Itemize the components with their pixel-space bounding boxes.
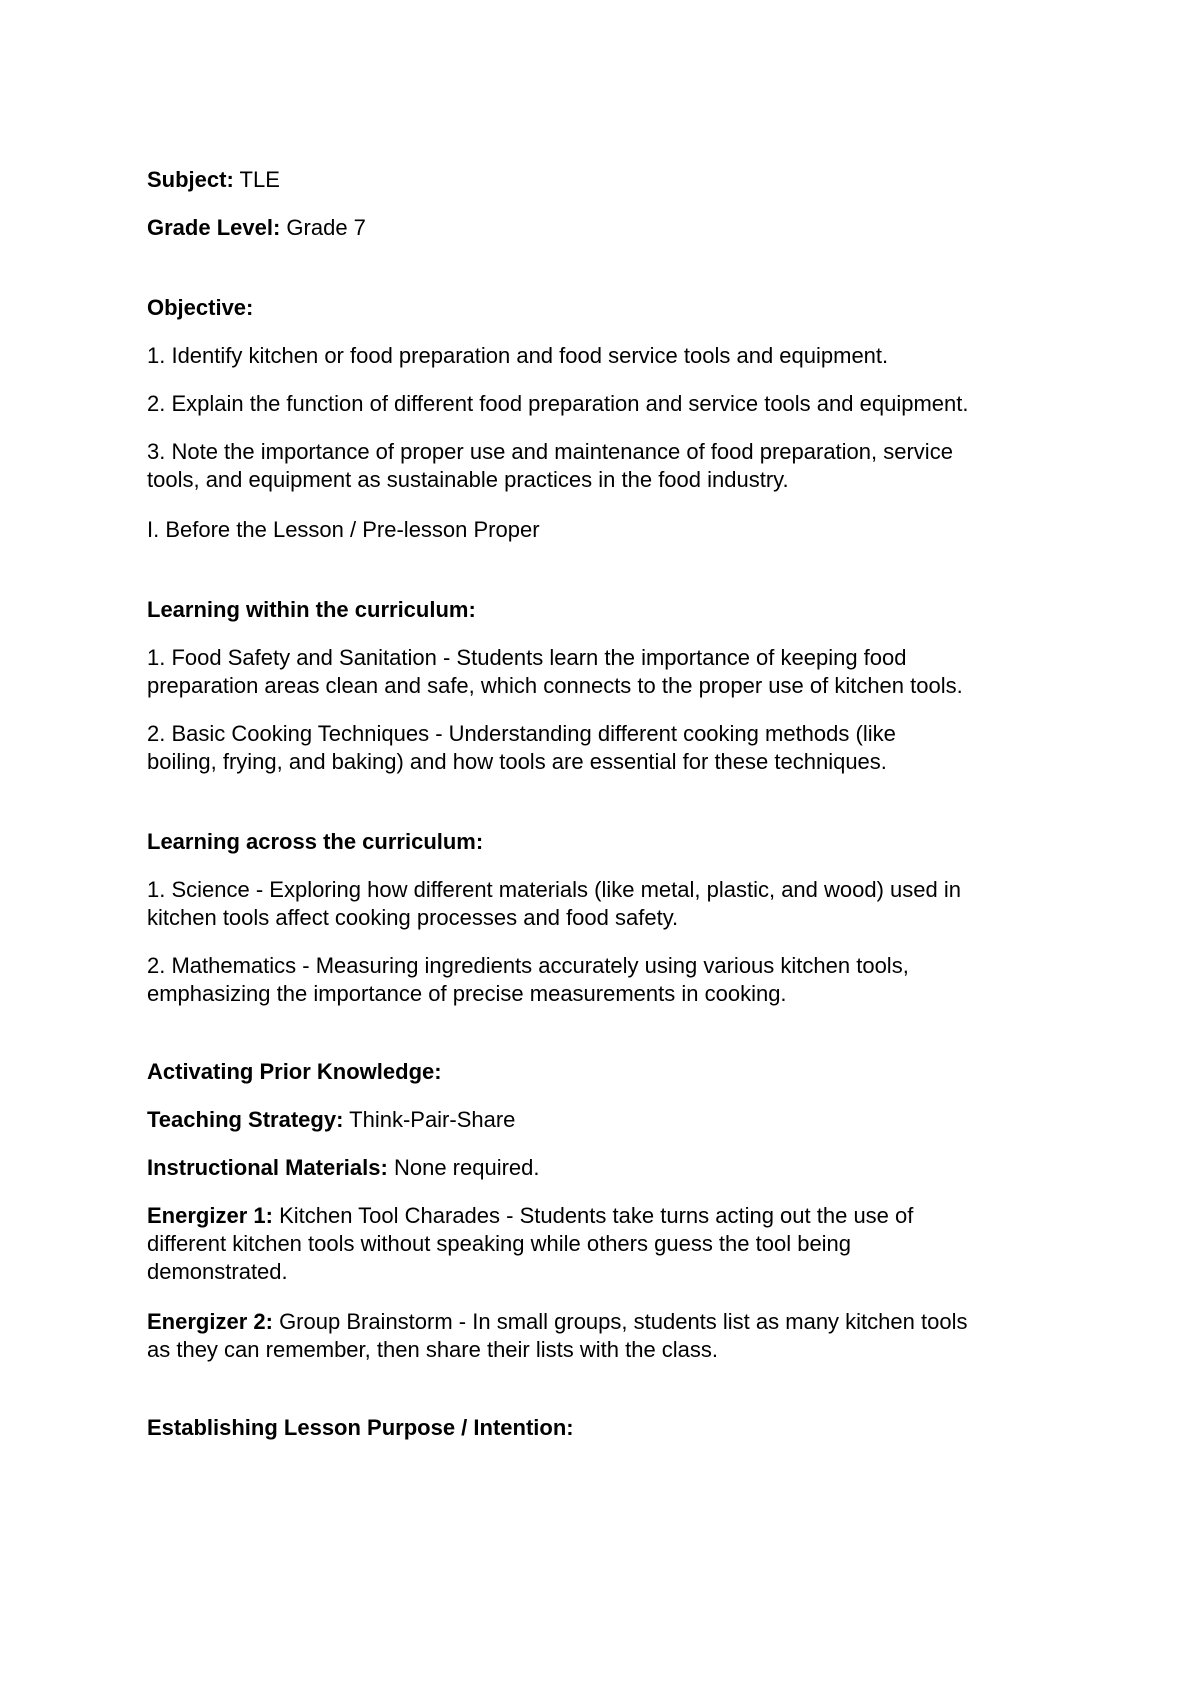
objective-item-3: [147, 438, 1067, 494]
subject-value: TLE: [239, 167, 280, 192]
objective-item-2: 2. Explain the function of different food preparation and service tools and equipment.: [147, 391, 969, 416]
within-curriculum-heading: Learning within the curriculum:: [147, 597, 476, 622]
across-item-2: [147, 952, 1067, 1008]
energizer-1-label: Energizer 1:: [147, 1203, 273, 1228]
across-item-2-line-2: emphasizing the importance of precise measurements in cooking.: [147, 981, 787, 1006]
grade-level-line: [147, 214, 1067, 242]
lesson-purpose-heading: Establishing Lesson Purpose / Intention:: [147, 1415, 574, 1440]
teaching-strategy-label: Teaching Strategy:: [147, 1107, 344, 1132]
energizer-2-label: Energizer 2:: [147, 1309, 273, 1334]
energizer-2-line-2: as they can remember, then share their lists with the class.: [147, 1337, 719, 1362]
instructional-materials-value: None required.: [393, 1155, 540, 1180]
objective-item-1: 1. Identify kitchen or food preparation and food service tools and equipment.: [147, 343, 889, 368]
instructional-materials-label: Instructional Materials:: [147, 1155, 388, 1180]
teaching-strategy-line: [147, 1106, 1067, 1134]
subject-label: Subject:: [147, 167, 234, 192]
within-item-1-line-1: 1. Food Safety and Sanitation - Students learn the importance of keeping food: [147, 645, 907, 670]
energizer-1-line-3: demonstrated.: [147, 1259, 288, 1284]
within-item-2-line-1: 2. Basic Cooking Techniques - Understanding different cooking methods (like: [147, 721, 896, 746]
energizer-1-line-2: different kitchen tools without speaking while others guess the tool being: [147, 1231, 852, 1256]
energizer-2: [147, 1308, 1067, 1364]
within-item-2-line-2: boiling, frying, and baking) and how tools are essential for these techniques.: [147, 749, 887, 774]
energizer-2-text: Group Brainstorm - In small groups, students list as many kitchen tools: [279, 1309, 968, 1334]
energizer-2-line-1: [147, 1308, 1067, 1336]
grade-level-value: Grade 7: [286, 215, 366, 240]
across-curriculum-heading: Learning across the curriculum:: [147, 829, 484, 854]
objective-item-3-line-1: 3. Note the importance of proper use and maintenance of food preparation, service: [147, 439, 953, 464]
objective-heading: Objective:: [147, 295, 254, 320]
within-item-1-line-2: preparation areas clean and safe, which connects to the proper use of kitchen tools.: [147, 673, 963, 698]
energizer-1: [147, 1202, 1067, 1286]
subject-line: [147, 166, 1067, 194]
within-item-2: [147, 720, 1067, 776]
objective-item-3-line-2: tools, and equipment as sustainable practices in the food industry.: [147, 467, 789, 492]
across-item-2-line-1: 2. Mathematics - Measuring ingredients accurately using various kitchen tools,: [147, 953, 909, 978]
grade-level-label: Grade Level:: [147, 215, 281, 240]
energizer-1-line-1: [147, 1202, 1067, 1230]
prior-knowledge-heading: Activating Prior Knowledge:: [147, 1059, 442, 1084]
instructional-materials-line: [147, 1154, 1067, 1182]
energizer-1-text: Kitchen Tool Charades - Students take turns acting out the use of: [279, 1203, 914, 1228]
across-item-1-line-2: kitchen tools affect cooking processes and food safety.: [147, 905, 679, 930]
within-item-1: [147, 644, 1067, 700]
across-item-1-line-1: 1. Science - Exploring how different materials (like metal, plastic, and wood) used in: [147, 877, 961, 902]
across-item-1: [147, 876, 1067, 932]
section-title: I. Before the Lesson / Pre-lesson Proper: [147, 517, 540, 542]
teaching-strategy-value: Think-Pair-Share: [349, 1107, 516, 1132]
